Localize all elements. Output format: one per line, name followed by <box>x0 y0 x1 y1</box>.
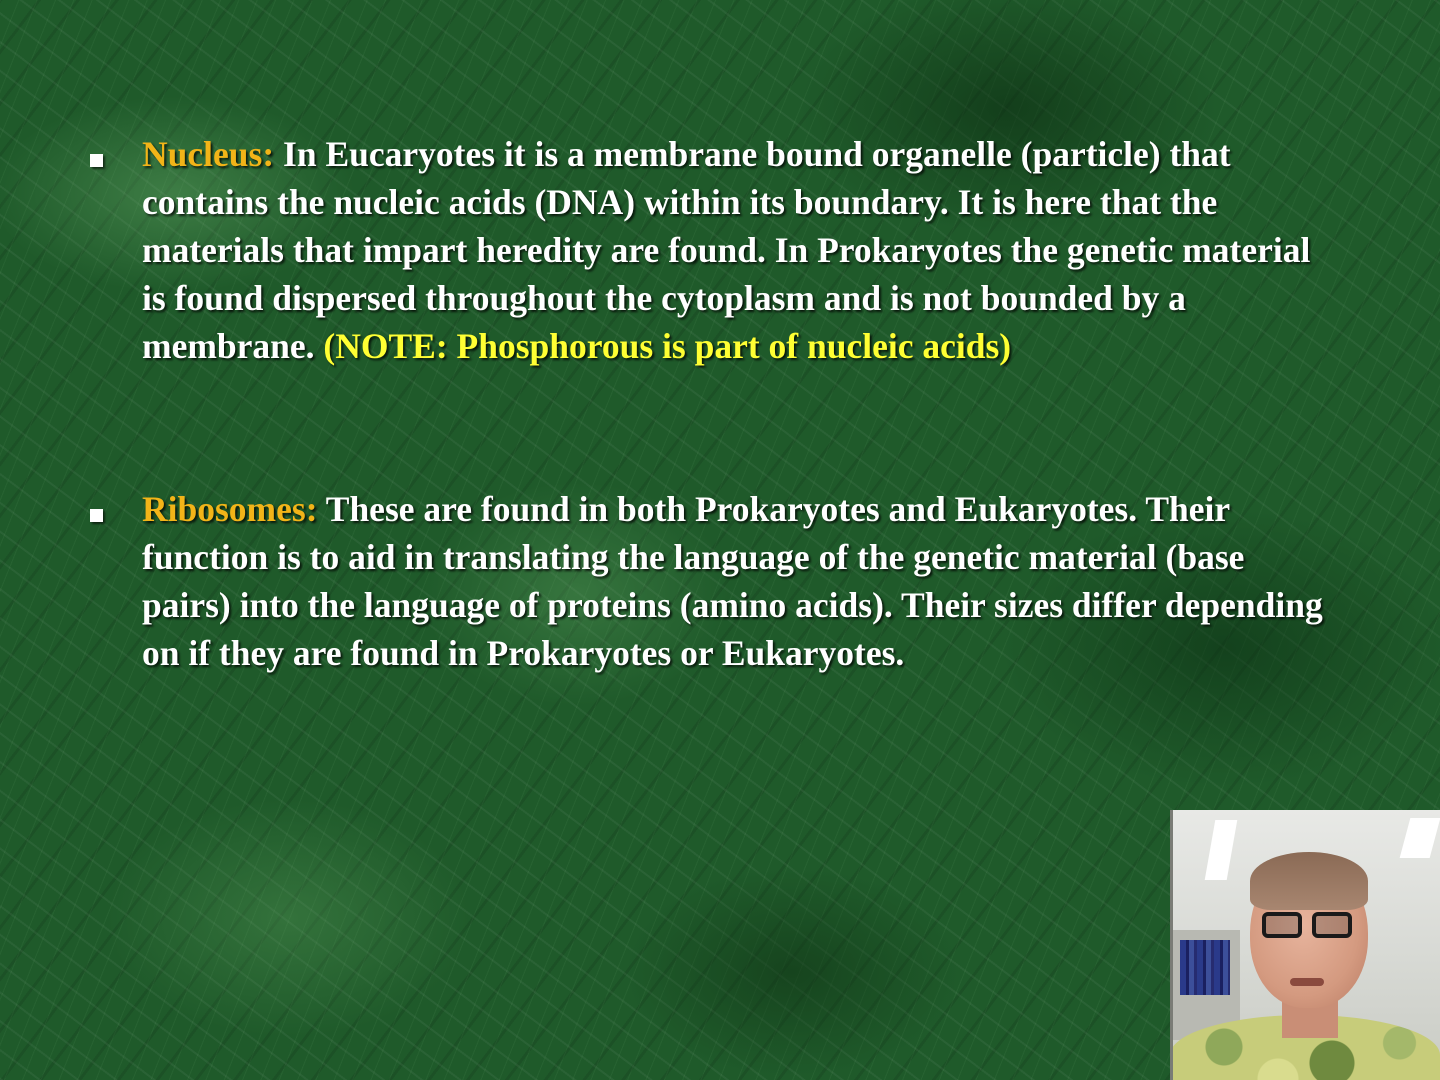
webcam-video <box>1170 810 1440 1080</box>
bullet-text <box>142 130 1330 370</box>
bullet-body: These are found in both Prokaryotes and Eukaryotes. Their function is to aid in translating the language of the genetic material (base pairs) into the language of proteins (amino acids). Their sizes differ depending on if they are found in Prokaryotes or Eukaryotes. <box>142 489 1323 673</box>
square-bullet-icon <box>90 154 103 167</box>
bullet-text <box>142 485 1330 677</box>
webcam-border <box>1170 810 1173 1080</box>
person-mouth <box>1290 978 1324 986</box>
person-hair <box>1250 852 1368 910</box>
ceiling-light <box>1205 820 1238 880</box>
bullet-item-nucleus <box>90 130 1330 370</box>
glasses-icon <box>1262 912 1358 940</box>
square-bullet-icon <box>90 509 103 522</box>
bullet-item-ribosomes <box>90 485 1330 677</box>
bullet-body: In Eucaryotes it is a membrane bound organelle (particle) that contains the nucleic acids (DNA) within its boundary. It is here that the materials that impart heredity are found. In Prokaryotes the genetic material is found dispersed throughout the cytoplasm and is not bounded by a membrane. <box>142 134 1311 366</box>
note-text: (NOTE: Phosphorous is part of nucleic acids) <box>323 326 1012 366</box>
books <box>1180 940 1230 995</box>
ceiling-light <box>1400 818 1440 858</box>
term-label: Ribosomes: <box>142 489 318 529</box>
term-label: Nucleus: <box>142 134 275 174</box>
